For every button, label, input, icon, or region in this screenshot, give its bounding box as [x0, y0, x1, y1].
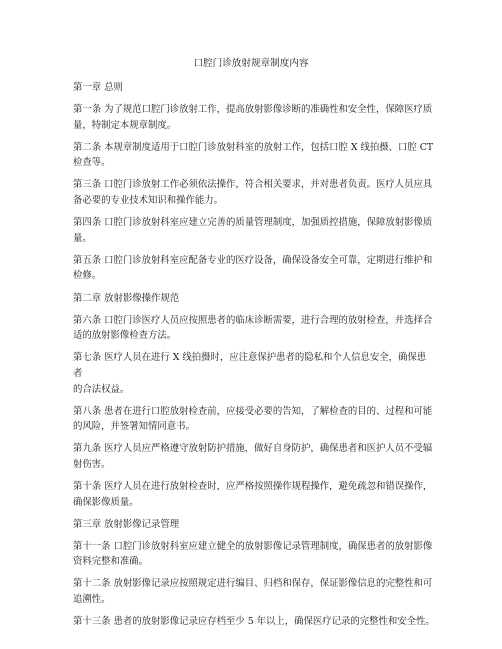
article-5: 第五条 口腔门诊放射科室应配备专业的医疗设备，确保设备安全可靠，定期进行维护和检修。: [73, 254, 433, 282]
article-10: 第十条 医疗人员在进行放射检查时，应严格按照操作规程操作，避免疏忽和错误操作，确保影像质量。: [73, 480, 433, 508]
article-11: 第十一条 口腔门诊放射科室应建立健全的放射影像记录管理制度，确保患者的放射影像资料完整和准确。: [73, 540, 433, 568]
article-6: 第六条 口腔门诊医疗人员应按照患者的临床诊断需要，进行合理的放射检查，并选择合适的放射影像检查方法。: [73, 314, 433, 342]
article-4: 第四条 口腔门诊放射科室应建立完善的质量管理制度，加强质控措施，保障放射影像质量。: [73, 217, 433, 244]
article-8: 第八条 患者在进行口腔放射检查前，应接受必要的告知，了解检查的目的、过程和可能的风险，并签署知情同意书。: [73, 405, 433, 433]
article-1: 第一条 为了规范口腔门诊放射工作，提高放射影像诊断的准确性和安全性，保障医疗质量，特制定本规章制度。: [73, 104, 433, 131]
document-body: [73, 80, 435, 636]
article-13: 第十三条 患者的放射影像记录应存档至少 5 年以上，确保医疗记录的完整性和安全性。: [73, 616, 435, 628]
article-3: 第三条 口腔门诊放射工作必须依法操作，符合相关要求，并对患者负责。医疗人员应具备必要的专业技术知识和操作能力。: [73, 179, 433, 207]
document-title: 口腔门诊放射规章制度内容: [193, 58, 309, 69]
chapter-2-heading: 第二章 放射影像操作规范: [73, 292, 180, 304]
article-2: 第二条 本规章制度适用于口腔门诊放射科室的放射工作，包括口腔 X 线拍摄、口腔 CT 检查等。: [73, 141, 437, 169]
article-12: 第十二条 放射影像记录应按照规定进行编目、归档和保存，保证影像信息的完整性和可追溯性。: [73, 578, 433, 606]
article-7: 第七条 医疗人员在进行 X 线拍摄时，应注意保护患者的隐私和个人信息安全，确保患者 的合法权益。: [73, 352, 427, 395]
article-9: 第九条 医疗人员应严格遵守放射防护措施，做好自身防护，确保患者和医护人员不受辐射伤害。: [73, 443, 433, 470]
chapter-3-heading: 第三章 放射影像记录管理: [73, 518, 180, 530]
chapter-1-heading: 第一章 总则: [73, 82, 123, 93]
